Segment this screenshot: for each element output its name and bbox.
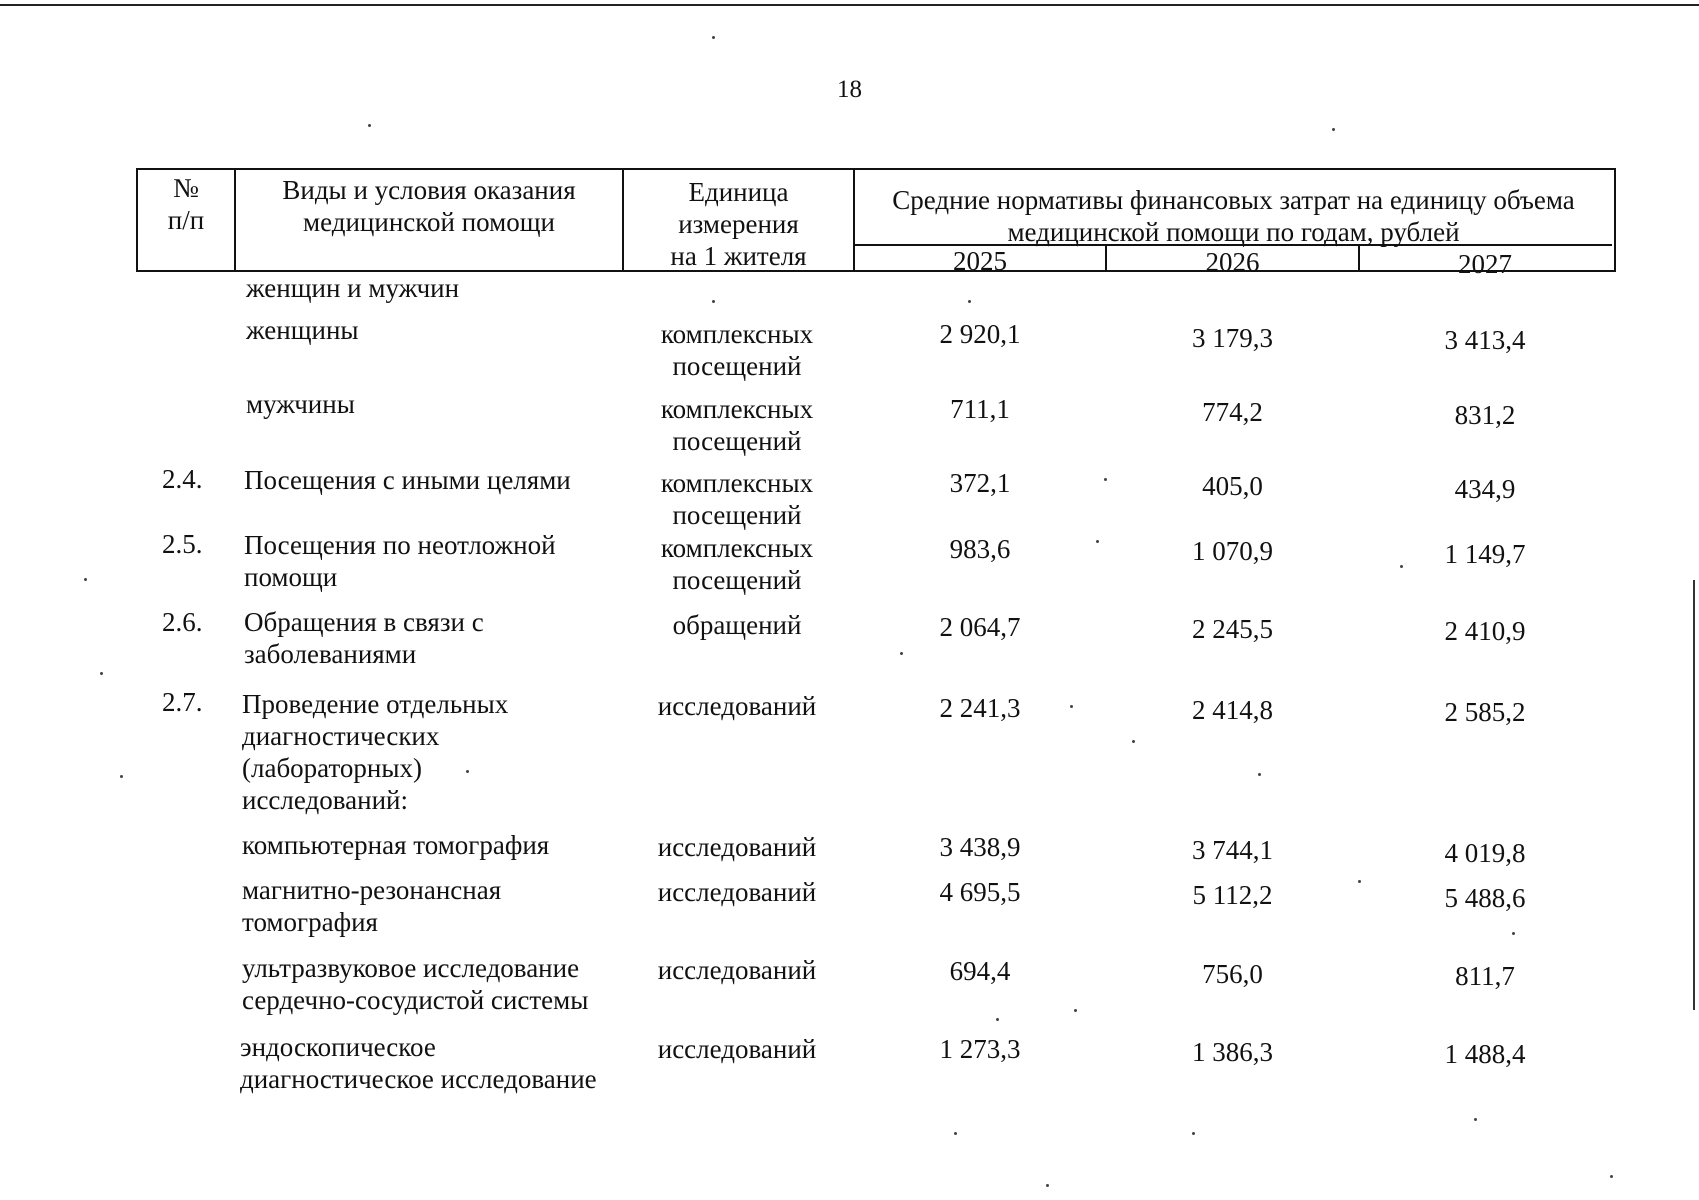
row-name: Обращения в связи с заболеваниями [244, 607, 484, 669]
header-types: Виды и условия оказания медицинской помощи [282, 175, 576, 237]
row-value-2026: 756,0 [1202, 959, 1263, 989]
row-unit: комплексных посещений [660, 533, 814, 595]
row-name: Проведение отдельных диагностических (лабораторных) исследований: [242, 689, 509, 815]
header-year: 2026 [1205, 247, 1260, 277]
row-value-2027: 2 410,9 [1444, 616, 1526, 646]
row-value-2027: 1 488,4 [1444, 1039, 1526, 1069]
row-unit: исследований [657, 877, 817, 907]
row-unit: комплексных посещений [660, 394, 814, 456]
header-num: № п/п [167, 173, 205, 235]
row-value-2025: 711,1 [950, 394, 1010, 424]
row-unit: обращений [672, 610, 802, 640]
row-value-2027: 4 019,8 [1444, 838, 1526, 868]
row-name: женщины [246, 315, 359, 345]
row-value-2026: 405,0 [1202, 471, 1263, 501]
row-value-2026: 5 112,2 [1192, 880, 1273, 910]
row-num: 2.5. [162, 529, 203, 559]
row-value-2025: 694,4 [949, 956, 1011, 986]
row-name: магнитно-резонансная томография [242, 875, 502, 937]
page-number: 18 [837, 76, 862, 103]
header-avg: Средние нормативы финансовых затрат на единицу объема медицинской помощи по годам, рублей [892, 185, 1575, 247]
row-value-2027: 2 585,2 [1444, 697, 1526, 727]
row-value-2027: 434,9 [1454, 474, 1516, 504]
row-value-2025: 372,1 [949, 468, 1011, 498]
row-value-2026: 1 386,3 [1192, 1037, 1273, 1067]
row-value-2027: 3 413,4 [1444, 325, 1526, 355]
row-unit: комплексных посещений [660, 319, 814, 381]
row-value-2025: 2 064,7 [939, 612, 1021, 642]
top-scan-border [0, 0, 1699, 6]
row-name: Посещения по неотложной помощи [244, 530, 556, 592]
row-value-2027: 5 488,6 [1444, 883, 1526, 913]
row-name: женщин и мужчин [246, 273, 460, 303]
row-unit: исследований [657, 832, 817, 862]
row-num: 2.7. [162, 687, 203, 717]
row-value-2026: 774,2 [1202, 397, 1263, 427]
row-value-2026: 2 414,8 [1192, 695, 1273, 725]
row-name: эндоскопическое диагностическое исследование [240, 1032, 597, 1094]
header-year: 2025 [953, 246, 1007, 276]
row-value-2025: 3 438,9 [939, 832, 1021, 862]
row-value-2026: 3 179,3 [1192, 323, 1273, 353]
row-value-2025: 2 241,3 [939, 693, 1021, 723]
row-value-2026: 3 744,1 [1192, 835, 1273, 865]
row-value-2026: 1 070,9 [1192, 536, 1273, 566]
row-name: Посещения с иными целями [244, 465, 571, 495]
row-num: 2.4. [162, 464, 203, 494]
header-year: 2027 [1458, 249, 1512, 279]
row-value-2026: 2 245,5 [1192, 614, 1273, 644]
row-unit: исследований [657, 955, 817, 985]
row-value-2027: 831,2 [1454, 400, 1516, 430]
row-name: компьютерная томография [242, 830, 550, 860]
row-value-2025: 4 695,5 [939, 877, 1021, 907]
row-unit: исследований [657, 691, 817, 721]
row-value-2027: 811,7 [1455, 961, 1515, 991]
row-unit: комплексных посещений [660, 468, 814, 530]
row-value-2025: 2 920,1 [939, 319, 1021, 349]
row-value-2025: 1 273,3 [939, 1034, 1021, 1064]
row-num: 2.6. [162, 607, 203, 637]
row-unit: исследований [657, 1034, 817, 1064]
row-value-2025: 983,6 [949, 534, 1011, 564]
row-name: мужчины [246, 389, 355, 419]
row-name: ультразвуковое исследование сердечно-сосудистой системы [242, 953, 589, 1015]
row-value-2027: 1 149,7 [1444, 539, 1526, 569]
header-unit: Единица измерения на 1 жителя [670, 177, 807, 271]
